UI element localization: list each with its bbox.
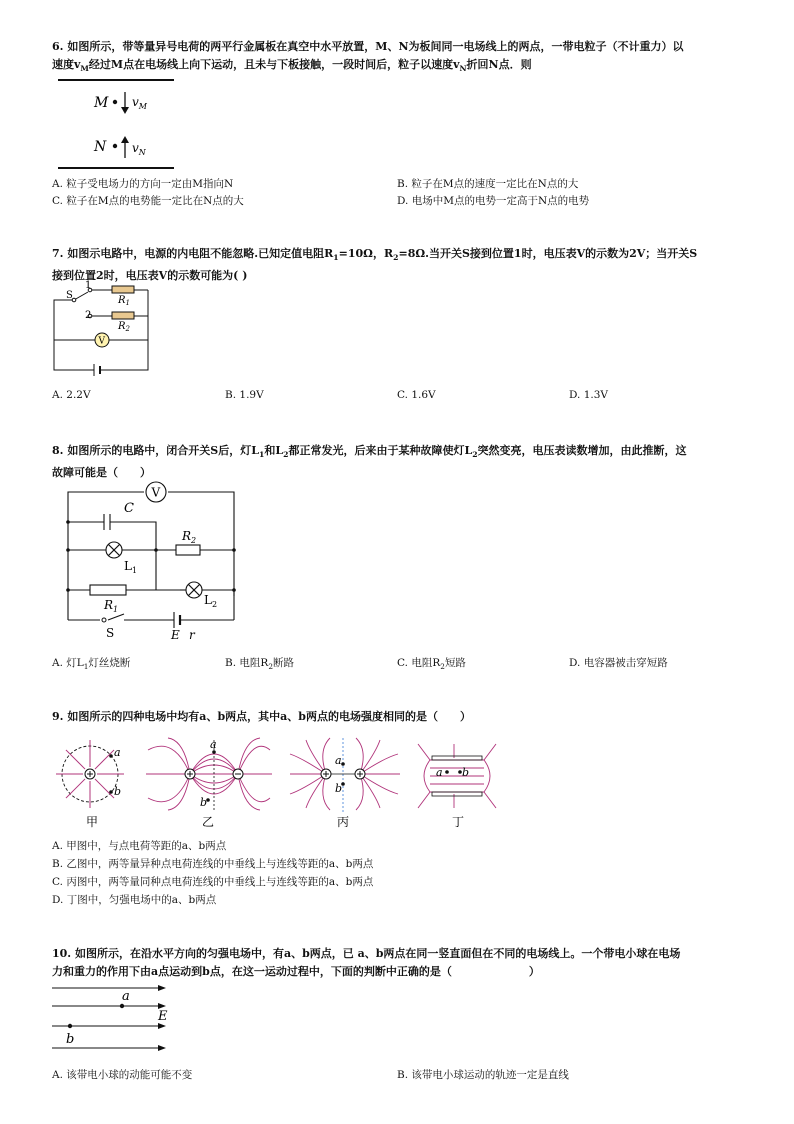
field-ray (66, 779, 85, 798)
point-b (68, 1024, 72, 1028)
field-e-label: E (158, 1009, 168, 1024)
question-8-stem: 8. 如图所示的电路中，闭合开关S后，灯$L_1$和$L_2$都正常发光，后来由于某种故障使灯$L_2$突然变亮，电压表读数增加，由此推断，这 故障可能是（ ） (52, 444, 687, 480)
ding-b-label: b (462, 766, 470, 779)
upper-plate (432, 756, 482, 760)
point-a (120, 1004, 124, 1008)
point-n (113, 144, 117, 148)
point-m-label: M (94, 95, 109, 111)
r1-label: $R_1$ (118, 295, 130, 307)
velocity-m-label: $v_M$ (132, 95, 147, 111)
q10-option-b: B. 该带电小球运动的轨迹一定是直线 (397, 1069, 569, 1081)
l1-label: $L_1$ (124, 559, 138, 575)
q9-figure-yi (144, 736, 274, 830)
field-ray (66, 750, 85, 769)
bing-b-label: b (335, 782, 343, 795)
internal-resistance-label: r (189, 628, 195, 642)
lower-plate (432, 792, 482, 796)
switch-s (102, 618, 106, 622)
lamp-l1 (106, 542, 122, 558)
r2-label: $R_2$ (118, 321, 130, 333)
field-ray (95, 779, 114, 798)
r2-label: $R_2$ (182, 529, 197, 545)
position-2-label: 2 (85, 310, 92, 321)
ding-caption: 丁 (452, 815, 465, 829)
q9-figure-jia (52, 738, 132, 830)
q7-option-b: B. 1.9V (225, 389, 264, 401)
resistor-r2 (176, 545, 200, 555)
q9-figure-bing (288, 736, 404, 830)
point-b-label: b (66, 1032, 75, 1047)
q6-stem-line1: 6. 如图所示，带等量异号电荷的两平行金属板在真空中水平放置，M、N为板间同一电场线上的两点，一带电粒子（不计重力）以 (52, 40, 684, 53)
point-a-label: a (122, 989, 130, 1004)
q6-option-d: D. 电场中M点的电势一定高于N点的电势 (397, 195, 590, 207)
q8-circuit-figure (60, 478, 250, 642)
q8-option-a: A. 灯$L_1$灯丝烧断 (52, 657, 131, 672)
voltmeter-label: V (151, 485, 161, 500)
capacitor-label: C (124, 501, 134, 516)
jia-caption: 甲 (86, 815, 99, 829)
q10-uniform-field-figure (52, 980, 182, 1060)
resistor-r2 (112, 312, 134, 319)
resistor-r1 (112, 286, 134, 293)
switch-label: S (106, 626, 115, 640)
q7-circuit-figure (52, 280, 162, 382)
q7-option-a: A. 2.2V (52, 389, 91, 401)
q6-option-b: B. 粒子在M点的速度一定比在N点的大 (397, 178, 579, 190)
velocity-n-label: $v_N$ (132, 141, 146, 157)
emf-label: E (171, 628, 180, 642)
bing-a-label: a (335, 754, 342, 767)
field-ray (95, 750, 114, 769)
q9-option-d: D. 丁图中，匀强电场中的a、b两点 (52, 894, 217, 906)
voltmeter-label: V (98, 336, 105, 347)
q6-parallel-plates-figure (56, 76, 186, 176)
ding-a-label: a (436, 766, 443, 779)
position-1-label: 1 (85, 280, 92, 291)
yi-caption: 乙 (202, 815, 215, 829)
q6-option-c: C. 粒子在M点的电势能一定比在N点的大 (52, 195, 244, 207)
q9-option-c: C. 丙图中，两等量同种点电荷连线的中垂线上与连线等距的a、b两点 (52, 876, 374, 888)
jia-b-label: b (114, 785, 122, 798)
point-n-label: N (94, 139, 107, 155)
q8-option-d: D. 电容器被击穿短路 (569, 657, 668, 669)
l2-label: $L_2$ (204, 593, 218, 609)
yi-a-label: a (210, 738, 217, 751)
q6-option-a: A. 粒子受电场力的方向一定由M指向N (52, 178, 234, 190)
q10-option-a: A. 该带电小球的动能可能不变 (52, 1069, 193, 1081)
question-7-stem: 7. 如图示电路中，电源的内电阻不能忽略.已知定值电阻$R_1=10\Omega$，$R_2=8\Omega$.当开关S接到位置1时，电压表V的示数为2V；当开关S 接到位置2时，电压表V的示数可能为( ) (52, 247, 698, 283)
q9-option-a: A. 甲图中，与点电荷等距的a、b两点 (52, 840, 227, 852)
bing-caption: 丙 (337, 815, 350, 829)
q9-option-b: B. 乙图中，两等量异种点电荷连线的中垂线上与连线等距的a、b两点 (52, 858, 374, 870)
q8-option-b: B. 电阻$R_2$断路 (225, 657, 294, 672)
q7-option-d: D. 1.3V (569, 389, 609, 401)
question-10-stem: 10. 如图所示，在沿水平方向的匀强电场中，有a、b两点，已 a、b两点在同一竖直面但在不同的电场线上。一个带电小球在电场 力和重力的作用下由a点运动到b点，在这一运动过程中，下面的判断中正确的是（ ） (52, 947, 681, 978)
r1-label: $R_1$ (104, 598, 119, 614)
point-m (113, 100, 117, 104)
question-6-stem: 6. 如图所示，带等量异号电荷的两平行金属板在真空中水平放置，M、N为板间同一电场线上的两点，一带电粒子（不计重力）以 速度$v_M$经过M点在电场线上向下运动，且未与下板接触，一段时间后，粒子以速度$v_N$折回N点．则 (52, 40, 684, 74)
switch-label: S (66, 290, 73, 301)
q8-option-c: C. 电阻$R_2$短路 (397, 657, 466, 672)
question-9-stem: 9. 如图所示的四种电场中均有a、b两点，其中a、b两点的电场强度相同的是（ ） (52, 710, 471, 723)
yi-b-label: b (200, 796, 208, 809)
jia-a-label: a (114, 746, 121, 759)
resistor-r1 (90, 585, 126, 595)
q7-option-c: C. 1.6V (397, 389, 436, 401)
q9-figure-ding (414, 740, 504, 830)
lamp-l2 (186, 582, 202, 598)
